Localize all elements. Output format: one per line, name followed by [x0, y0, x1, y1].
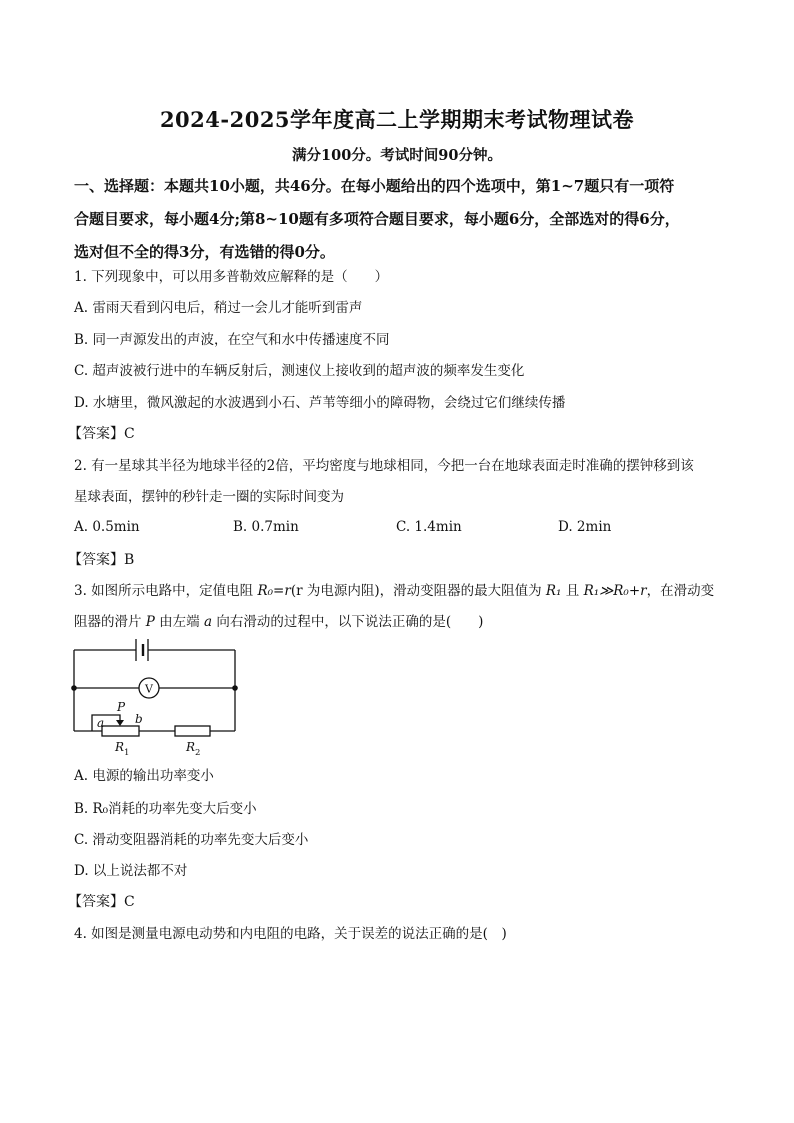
q3-stem-text-6: 由左端	[154, 614, 204, 630]
q2-answer: 【答案】B	[68, 552, 135, 568]
q1-option-d: D. 水塘里，微风激起的水波遇到小石、芦苇等细小的障碍物，会绕过它们继续传播	[74, 395, 566, 411]
slider-arrow-icon	[116, 720, 124, 726]
voltmeter-label: V	[145, 682, 153, 696]
r2-label: R	[186, 740, 196, 754]
slider-label: P	[117, 700, 126, 714]
q3-stem-text-2: (r 为电源内阻)，滑动变阻器的最大阻值为	[290, 583, 546, 599]
q3-stem-line-1	[74, 581, 714, 601]
q2-option-d: D. 2min	[558, 519, 612, 535]
end-a-label: a	[97, 716, 105, 730]
junction-left	[71, 685, 77, 691]
q2-option-b: B. 0.7min	[233, 519, 299, 535]
rheostat-r1	[102, 726, 139, 736]
resistor-r2	[175, 726, 210, 736]
r2-subscript: 2	[195, 748, 201, 758]
q3-option-a: A. 电源的输出功率变小	[74, 768, 214, 784]
q3-option-d: D. 以上说法都不对	[74, 863, 188, 879]
q3-condition: R₁≫R₀+r	[583, 583, 647, 599]
q4-stem: 4. 如图是测量电源电动势和内电阻的电路，关于误差的说法正确的是( )	[74, 926, 507, 942]
q3-option-c: C. 滑动变阻器消耗的功率先变大后变小	[74, 832, 309, 848]
junction-right	[232, 685, 238, 691]
q3-stem-text-5: 阻器的滑片	[74, 614, 146, 630]
q3-answer: 【答案】C	[68, 894, 135, 910]
r1-label: R	[115, 740, 125, 754]
q3-end-a-symbol: a	[203, 614, 213, 630]
q3-stem-text-1: 3. 如图所示电路中，定值电阻	[74, 583, 258, 599]
q1-answer: 【答案】C	[68, 426, 135, 442]
q1-stem: 1. 下列现象中，可以用多普勒效应解释的是（ ）	[74, 269, 389, 285]
q3-circuit-diagram	[68, 636, 243, 762]
q2-option-a: A. 0.5min	[74, 519, 140, 535]
r1-subscript: 1	[124, 748, 130, 758]
section-line-2: 合题目要求，每小题4分;第8~10题有多项符合题目要求，每小题6分，全部选对的得6分，	[74, 210, 680, 228]
q3-stem-line-2	[74, 612, 483, 632]
end-b-label: b	[135, 712, 143, 726]
section-line-3: 选对但不全的得3分，有选错的得0分。	[74, 243, 335, 261]
q3-stem-text-7: 向右滑动的过程中，以下说法正确的是( )	[212, 614, 484, 630]
q3-r1-symbol: R₁	[545, 583, 562, 599]
q1-option-b: B. 同一声源发出的声波，在空气和水中传播速度不同	[74, 332, 390, 348]
section-instructions	[74, 170, 724, 269]
q2-stem-line-2: 星球表面，摆钟的秒针走一圈的实际时间变为	[74, 489, 344, 505]
q3-option-b: B. R₀消耗的功率先变大后变小	[74, 801, 257, 817]
q3-slider-symbol: P	[145, 614, 155, 630]
section-line-1: 一、选择题：本题共10小题，共46分。在每小题给出的四个选项中，第1~7题只有一项符	[74, 177, 675, 195]
exam-subtitle: 满分100分。考试时间90分钟。	[292, 147, 502, 164]
q3-stem-text-3: 且	[561, 583, 584, 599]
q3-stem-text-4: ，在滑动变	[646, 583, 715, 599]
q2-stem-line-1: 2. 有一星球其半径为地球半径的2倍，平均密度与地球相同，今把一台在地球表面走时准确的摆钟移到该	[74, 458, 694, 474]
exam-title: 2024-2025学年度高二上学期期末考试物理试卷	[159, 107, 635, 132]
q1-option-a: A. 雷雨天看到闪电后，稍过一会儿才能听到雷声	[74, 300, 363, 316]
q2-option-c: C. 1.4min	[396, 519, 462, 535]
q1-option-c: C. 超声波被行进中的车辆反射后，测速仪上接收到的超声波的频率发生变化	[74, 363, 525, 379]
q3-r0-expression: R₀=r	[257, 583, 291, 599]
